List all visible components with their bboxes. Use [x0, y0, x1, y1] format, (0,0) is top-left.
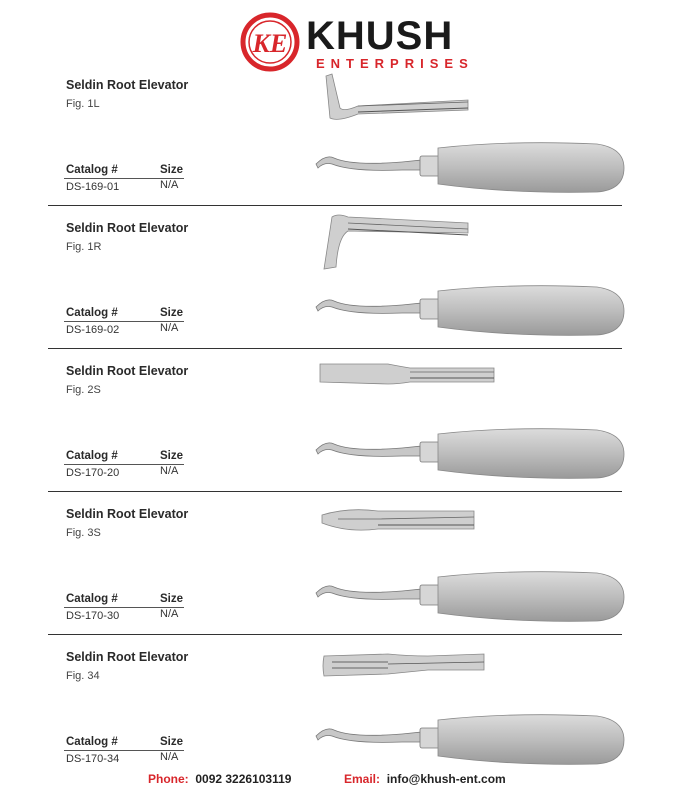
instrument-image: [312, 279, 632, 341]
size-value: N/A: [160, 465, 179, 477]
phone-number[interactable]: 0092 3226103119: [195, 772, 292, 786]
size-label: Size: [160, 450, 184, 462]
catalog-number: DS-170-20: [66, 467, 120, 479]
figure-label: Fig. 2S: [66, 384, 101, 396]
phone-label: Phone:: [148, 772, 189, 786]
instrument-image: [312, 565, 632, 627]
product-title: Seldin Root Elevator: [66, 221, 189, 235]
catalog-number: DS-169-01: [66, 181, 120, 193]
size-label: Size: [160, 307, 184, 319]
email-address[interactable]: info@khush-ent.com: [386, 772, 506, 786]
section-divider: [48, 634, 622, 635]
email-label: Email:: [344, 772, 381, 786]
ke-logo-icon: [240, 12, 300, 72]
size-value: N/A: [160, 322, 179, 334]
catalog-label: Catalog #: [66, 307, 118, 319]
catalog-label: Catalog #: [66, 736, 118, 748]
instrument-image: [312, 136, 632, 198]
catalog-number: DS-170-30: [66, 610, 120, 622]
instrument-image: [312, 422, 632, 484]
email-contact[interactable]: [344, 772, 506, 786]
brand-subtitle: ENTERPRISES: [316, 56, 474, 71]
tip-closeup-image: [318, 499, 478, 559]
size-value: N/A: [160, 179, 179, 191]
size-label: Size: [160, 736, 184, 748]
catalog-number: DS-169-02: [66, 324, 120, 336]
tip-closeup-image: [318, 70, 478, 130]
size-label: Size: [160, 164, 184, 176]
figure-label: Fig. 3S: [66, 527, 101, 539]
contact-footer: [0, 772, 689, 792]
company-logo: [240, 12, 474, 74]
product-title: Seldin Root Elevator: [66, 507, 189, 521]
product-title: Seldin Root Elevator: [66, 78, 189, 92]
catalog-number: DS-170-34: [66, 753, 120, 765]
catalog-label: Catalog #: [66, 450, 118, 462]
tip-closeup-image: [318, 213, 478, 273]
product-item: [0, 364, 689, 507]
logo-mark-text: KE: [252, 29, 288, 58]
brand-name: KHUSH: [306, 14, 454, 58]
instrument-image: [312, 708, 632, 770]
figure-label: Fig. 1R: [66, 241, 102, 253]
catalog-label: Catalog #: [66, 164, 118, 176]
catalog-label: Catalog #: [66, 593, 118, 605]
figure-label: Fig. 34: [66, 670, 100, 682]
section-divider: [48, 205, 622, 206]
product-item: [0, 221, 689, 364]
phone-contact[interactable]: [148, 772, 291, 786]
product-item: [0, 507, 689, 650]
size-value: N/A: [160, 608, 179, 620]
tip-closeup-image: [318, 642, 488, 702]
product-title: Seldin Root Elevator: [66, 364, 189, 378]
section-divider: [48, 348, 622, 349]
figure-label: Fig. 1L: [66, 98, 100, 110]
section-divider: [48, 491, 622, 492]
product-title: Seldin Root Elevator: [66, 650, 189, 664]
product-item: [0, 78, 689, 221]
tip-closeup-image: [318, 356, 498, 416]
size-value: N/A: [160, 751, 179, 763]
size-label: Size: [160, 593, 184, 605]
